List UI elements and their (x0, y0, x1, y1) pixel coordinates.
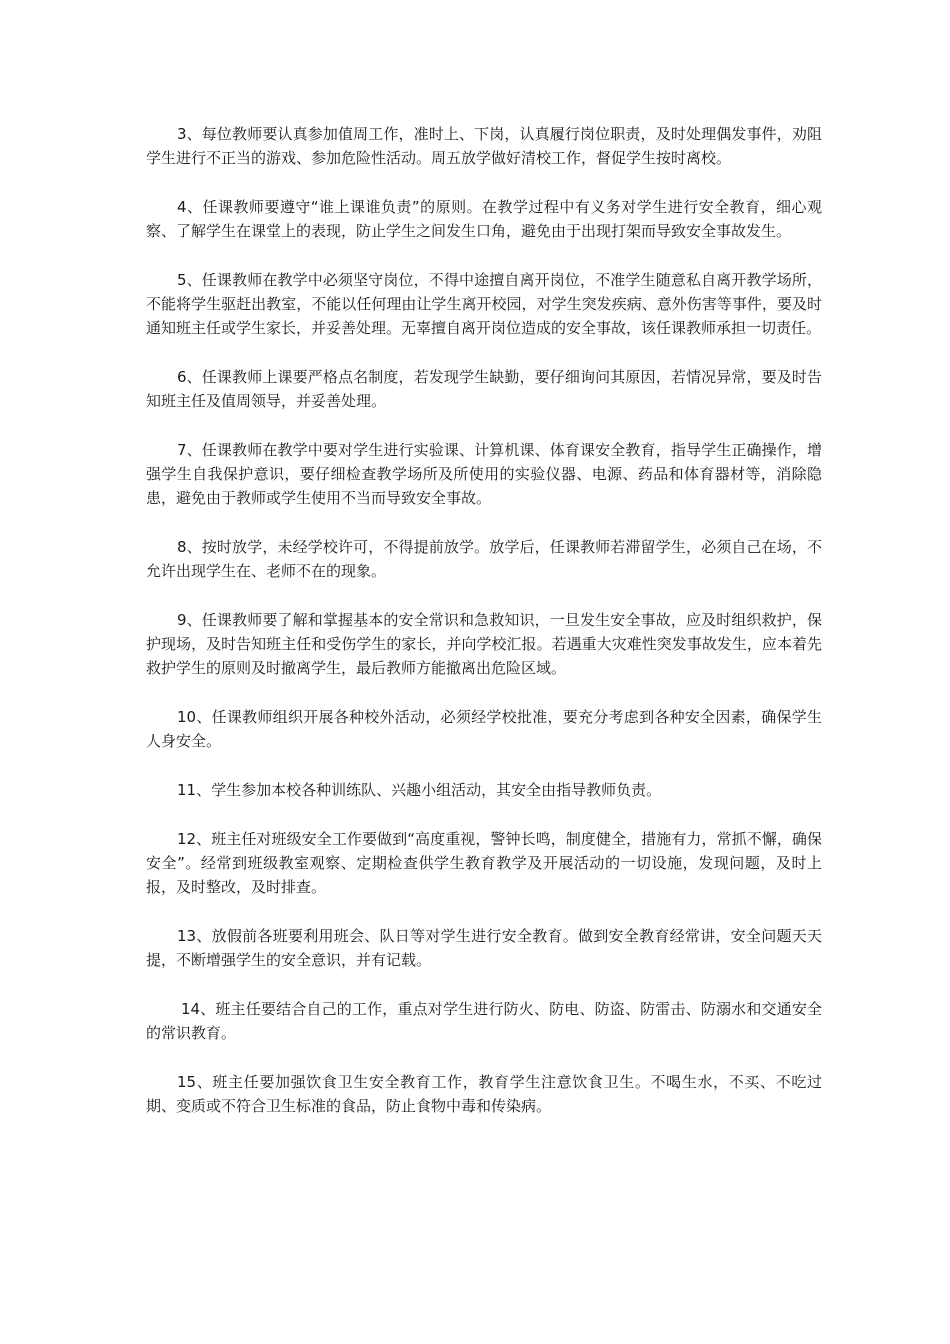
paragraph-7: 7、任课教师在教学中要对学生进行实验课、计算机课、体育课安全教育，指导学生正确操作，增强学生自我保护意识，要仔细检查教学场所及所使用的实验仪器、电源、药品和体育器材等，消除隐患，避免由于教师或学生使用不当而导致安全事故。 (146, 441, 822, 507)
paragraph-14: 14、班主任要结合自己的工作，重点对学生进行防火、防电、防盗、防雷击、防溺水和交通安全的常识教育。 (146, 1000, 822, 1042)
paragraph-13: 13、放假前各班要利用班会、队日等对学生进行安全教育。做到安全教育经常讲，安全问题天天提，不断增强学生的安全意识，并有记载。 (146, 927, 822, 969)
paragraph-3: 3、每位教师要认真参加值周工作，准时上、下岗，认真履行岗位职责，及时处理偶发事件，劝阻学生进行不正当的游戏、参加危险性活动。周五放学做好清校工作，督促学生按时离校。 (146, 125, 822, 167)
paragraph-9: 9、任课教师要了解和掌握基本的安全常识和急救知识，一旦发生安全事故，应及时组织救护，保护现场，及时告知班主任和受伤学生的家长，并向学校汇报。若遇重大灾难性突发事故发生，应本着先救护学生的原则及时撤离学生，最后教师方能撤离出危险区域。 (146, 611, 822, 677)
paragraph-10: 10、任课教师组织开展各种校外活动，必须经学校批准，要充分考虑到各种安全因素，确保学生人身安全。 (146, 708, 822, 750)
paragraph-15: 15、班主任要加强饮食卫生安全教育工作，教育学生注意饮食卫生。不喝生水，不买、不吃过期、变质或不符合卫生标准的食品，防止食物中毒和传染病。 (146, 1073, 822, 1115)
paragraph-4: 4、任课教师要遵守“谁上课谁负责”的原则。在教学过程中有义务对学生进行安全教育，细心观察、了解学生在课堂上的表现，防止学生之间发生口角，避免由于出现打架而导致安全事故发生。 (146, 198, 822, 240)
paragraph-5: 5、任课教师在教学中必须坚守岗位，不得中途擅自离开岗位，不准学生随意私自离开教学场所，不能将学生驱赶出教室，不能以任何理由让学生离开校园，对学生突发疾病、意外伤害等事件，要及时通知班主任或学生家长，并妥善处理。无辜擅自离开岗位造成的安全事故，该任课教师承担一切责任。 (146, 271, 822, 337)
paragraph-8: 8、按时放学，未经学校许可，不得提前放学。放学后，任课教师若滞留学生，必须自己在场，不允许出现学生在、老师不在的现象。 (146, 538, 822, 580)
paragraph-11: 11、学生参加本校各种训练队、兴趣小组活动，其安全由指导教师负责。 (177, 781, 662, 799)
paragraph-12: 12、班主任对班级安全工作要做到“高度重视，警钟长鸣，制度健全，措施有力，常抓不懈，确保安全”。经常到班级教室观察、定期检查供学生教育教学及开展活动的一切设施，发现问题，及时上报，及时整改，及时排查。 (146, 830, 822, 896)
paragraph-6: 6、任课教师上课要严格点名制度，若发现学生缺勤，要仔细询问其原因，若情况异常，要及时告知班主任及值周领导，并妥善处理。 (146, 368, 822, 410)
document-page (146, 122, 822, 1143)
